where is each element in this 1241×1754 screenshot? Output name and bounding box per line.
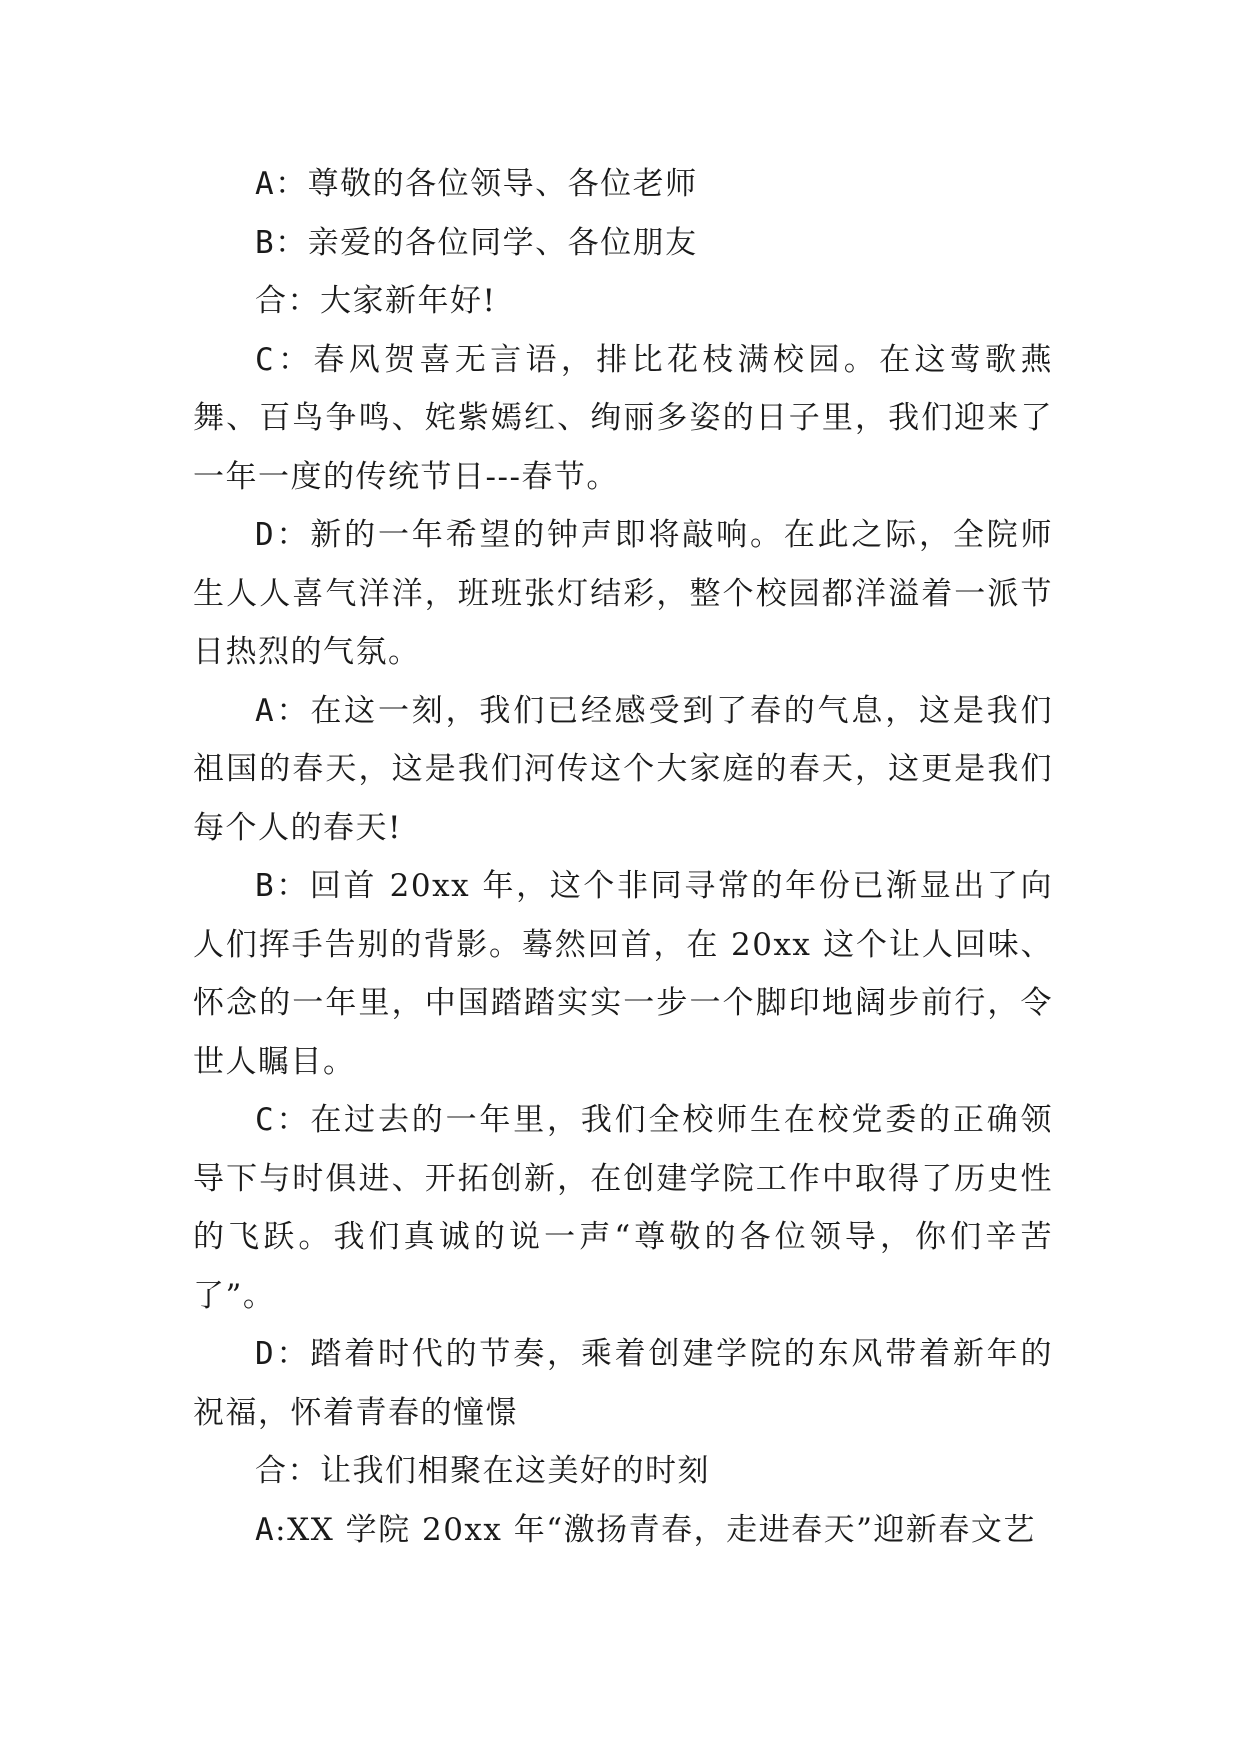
speaker-separator: ：: [275, 517, 311, 553]
paragraph: [193, 214, 1053, 273]
speaker-separator: ：: [275, 1102, 311, 1138]
speaker-label: D: [255, 517, 276, 553]
speaker-label: 合: [255, 1453, 288, 1489]
paragraph: [193, 1091, 1053, 1325]
paragraph: [193, 155, 1053, 214]
speaker-separator: ：: [275, 868, 310, 904]
paragraph-text: XX 学院 20xx 年“激扬青春，走进春天”迎新春文艺: [287, 1511, 1036, 1548]
paragraph-text: 尊敬的各位领导、各位老师: [307, 166, 698, 202]
paragraph-text: 春风贺喜无言语，排比花枝满校园。在这莺歌燕舞、百鸟争鸣、姹紫嫣红、绚丽多姿的日子里，我们迎来了一年一度的传统节日---春节。: [193, 341, 1054, 495]
speaker-label: B: [255, 224, 276, 261]
paragraph: [193, 857, 1053, 1091]
paragraph: [193, 1325, 1053, 1442]
speaker-label: D: [255, 1336, 276, 1372]
speaker-separator: ：: [287, 283, 320, 319]
paragraph: [193, 506, 1053, 682]
paragraph: [193, 1442, 1053, 1501]
speaker-label: C: [255, 341, 276, 378]
paragraph-text: 在过去的一年里，我们全校师生在校党委的正确领导下与时俱进、开拓创新，在创建学院工作中取得了历史性的飞跃。我们真诚的说一声“尊敬的各位领导，你们辛苦了”。: [193, 1102, 1054, 1314]
paragraph: [193, 272, 1053, 331]
paragraph-text: 回首 20xx 年，这个非同寻常的年份已渐显出了向人们挥手告别的背影。蓦然回首，在 20xx 这个让人回味、怀念的一年里，中国踏踏实实一步一个脚印地阔步前行，令世人瞩目。: [193, 868, 1053, 1080]
paragraph: [193, 682, 1053, 858]
paragraph-text: 大家新年好!: [320, 283, 497, 319]
paragraph: [193, 1501, 1053, 1560]
speaker-separator: ：: [275, 692, 311, 729]
document-body: [193, 155, 1053, 1559]
speaker-separator: ：: [275, 166, 308, 202]
speaker-separator: ：: [275, 1336, 311, 1372]
paragraph-text: 在这一刻，我们已经感受到了春的气息，这是我们祖国的春天，这是我们河传这个大家庭的春天，这更是我们每个人的春天!: [193, 692, 1054, 846]
paragraph-text: 新的一年希望的钟声即将敲响。在此之际，全院师生人人喜气洋洋，班班张灯结彩，整个校园都洋溢着一派节日热烈的气氛。: [193, 517, 1054, 670]
speaker-label: A: [255, 1511, 276, 1548]
speaker-label: C: [255, 1102, 276, 1138]
speaker-separator: :: [275, 1511, 288, 1548]
paragraph: [193, 331, 1053, 507]
paragraph-text: 踏着时代的节奏，乘着创建学院的东风带着新年的祝福，怀着青春的憧憬: [193, 1336, 1054, 1431]
speaker-separator: ：: [275, 224, 308, 261]
speaker-separator: ：: [275, 341, 314, 378]
paragraph-text: 让我们相聚在这美好的时刻: [320, 1453, 710, 1489]
speaker-label: A: [255, 692, 276, 729]
speaker-label: 合: [255, 283, 288, 319]
speaker-label: B: [255, 868, 276, 904]
paragraph-text: 亲爱的各位同学、各位朋友: [307, 224, 698, 261]
speaker-label: A: [255, 166, 276, 202]
speaker-separator: ：: [287, 1453, 320, 1489]
